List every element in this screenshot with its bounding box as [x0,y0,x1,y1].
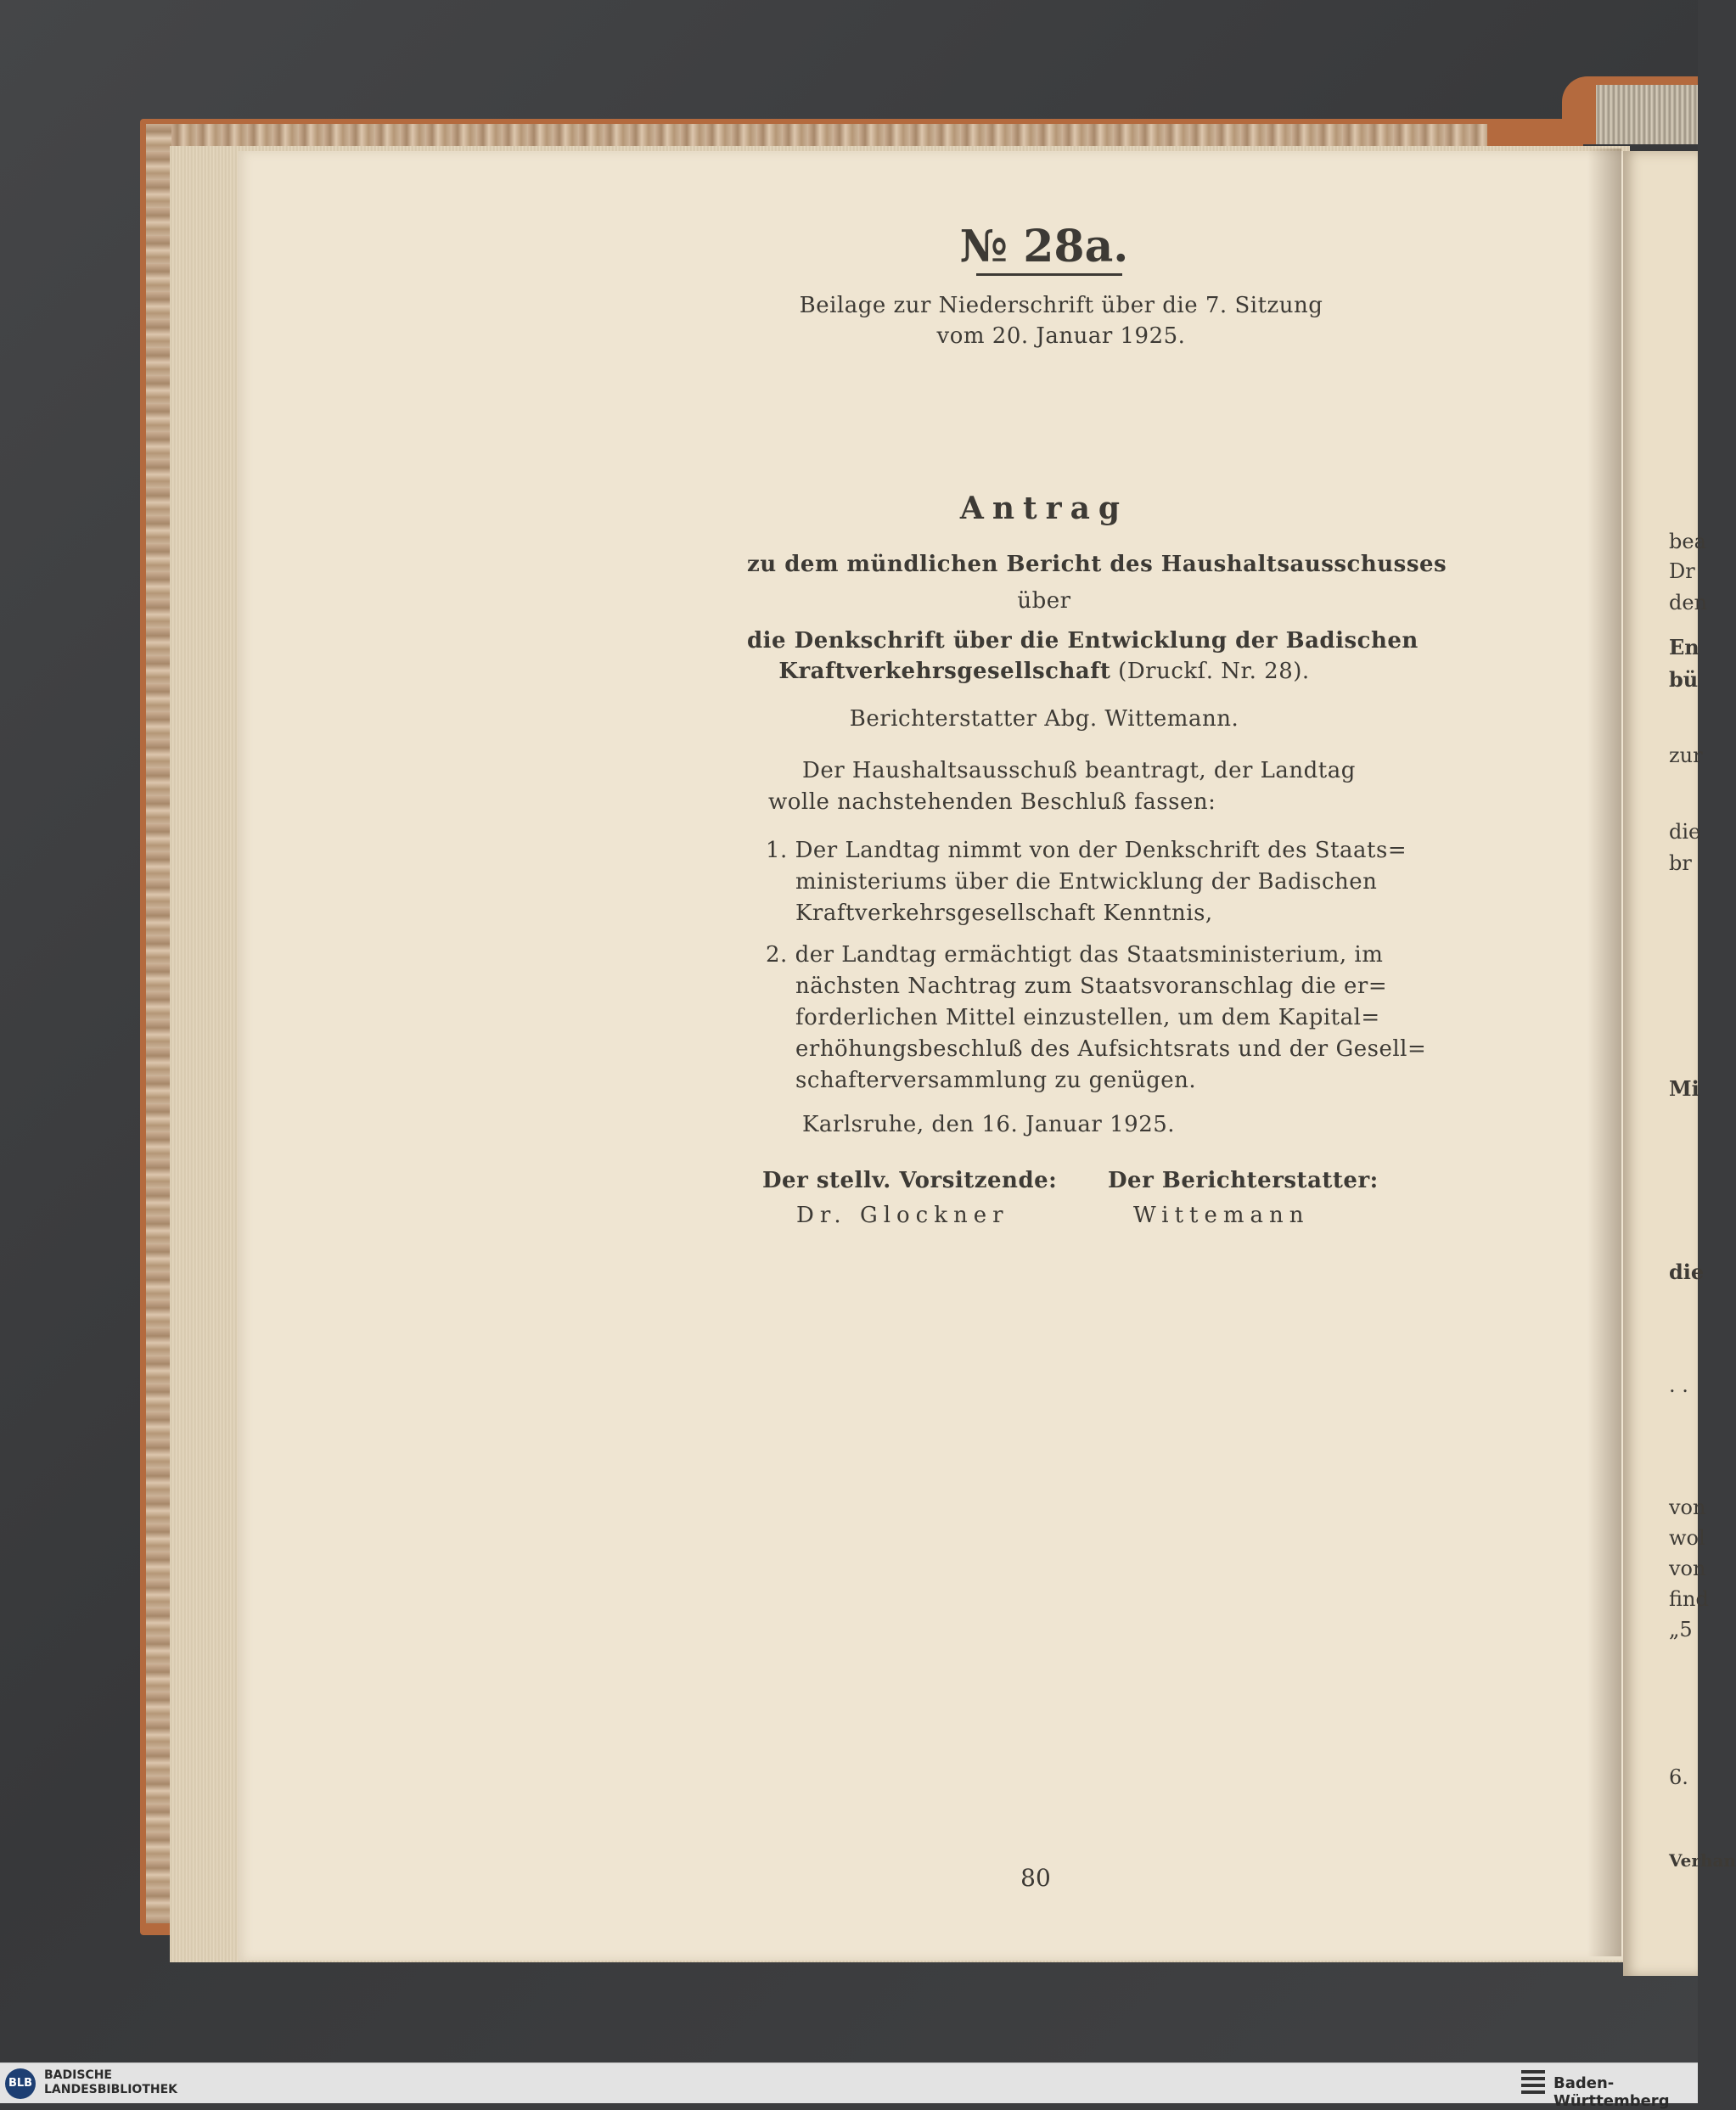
report-line-d [747,659,1341,684]
right-page-fragment: En [1669,635,1699,659]
right-page-fragment: 6. [1669,1765,1688,1789]
intro-line-1: Der Haushaltsausschuß beantragt, der Landtag [802,758,1356,783]
item-1-line-1: 1. Der Landtag nimmt von der Denkschrift des Staats= [766,838,1407,863]
right-page-fragment: Dr [1669,559,1695,583]
item-2-line-3: forderlichen Mittel einzustellen, um dem Kapital= [795,1005,1380,1030]
document-number: № 28a. [959,221,1129,272]
signature-right-title: Der Berichterstatter: [1108,1168,1379,1193]
library-name-line-1: BADISCHE [44,2068,112,2082]
signature-left-name: Dr. Glockner [796,1203,1009,1228]
supplement-line-2: vom 20. Januar 1925. [936,323,1186,349]
right-page-fragment: von [1669,1496,1706,1519]
item-2-line-2: nächsten Nachtrag zum Staatsvoranschlag die er= [795,974,1388,999]
page-number: 80 [1020,1864,1051,1892]
right-page-fragment: br [1669,851,1692,875]
right-page-fragment: „5 [1669,1618,1693,1641]
reporter-line: Berichterstatter Abg. Wittemann. [849,706,1239,732]
right-page-fragment: Verhan [1669,1850,1736,1871]
title-underline [976,273,1122,276]
report-line-a: zu dem mündlichen Bericht des Haushaltsausschusses [747,552,1447,577]
state-name[interactable]: Baden-Württemberg [1553,2074,1670,2110]
item-2-line-4: erhöhungsbeschluß des Aufsichtsrats und der Gesell= [795,1036,1427,1062]
right-page-fragment: Mi [1669,1076,1699,1101]
right-page-fragment: zur [1669,744,1703,767]
section-heading: Antrag [959,491,1129,526]
blb-logo[interactable]: BLB [5,2068,36,2099]
signature-left-title: Der stellv. Vorsitzende: [762,1168,1058,1193]
item-1-line-2: ministeriums über die Entwicklung der Badischen [795,869,1378,895]
state-coat-of-arms-icon [1521,2070,1545,2096]
right-page-fragment: den [1669,591,1708,614]
right-page-fragment: wol [1669,1526,1705,1550]
place-date: Karlsruhe, den 16. Januar 1925. [802,1112,1176,1137]
item-1-line-3: Kraftverkehrsgesellschaft Kenntnis, [795,901,1213,926]
item-2-line-5: schafterversammlung zu genügen. [795,1068,1197,1093]
library-name[interactable] [44,2068,177,2097]
right-page-fragment: find [1669,1587,1709,1611]
item-2-line-1: 2. der Landtag ermächtigt das Staatsministerium, im [766,942,1384,968]
report-line-d-bold: Kraftverkehrsgesellschaft [778,659,1111,684]
library-name-line-2: LANDESBIBLIOTHEK [44,2083,178,2096]
right-page-fragment: . . [1669,1373,1688,1397]
report-line-c: die Denkschrift über die Entwicklung der Badischen [747,628,1419,654]
intro-line-2: wolle nachstehenden Beschluß fassen: [768,789,1216,815]
right-page-fragment: die [1669,820,1701,844]
signature-right-name: Wittemann [1133,1203,1310,1228]
report-line-b: über [1017,588,1071,614]
right-page-fragment: die [1669,1260,1705,1284]
right-page-fragment: von [1669,1557,1706,1580]
right-page-fragment: bea [1669,530,1706,553]
report-line-d-rest: (Druckſ. Nr. 28). [1118,659,1310,684]
library-footer-bar [0,2062,1698,2110]
supplement-line-1: Beilage zur Niederschrift über die 7. Sitzung [799,293,1323,318]
right-page-fragment: bü [1669,667,1699,692]
